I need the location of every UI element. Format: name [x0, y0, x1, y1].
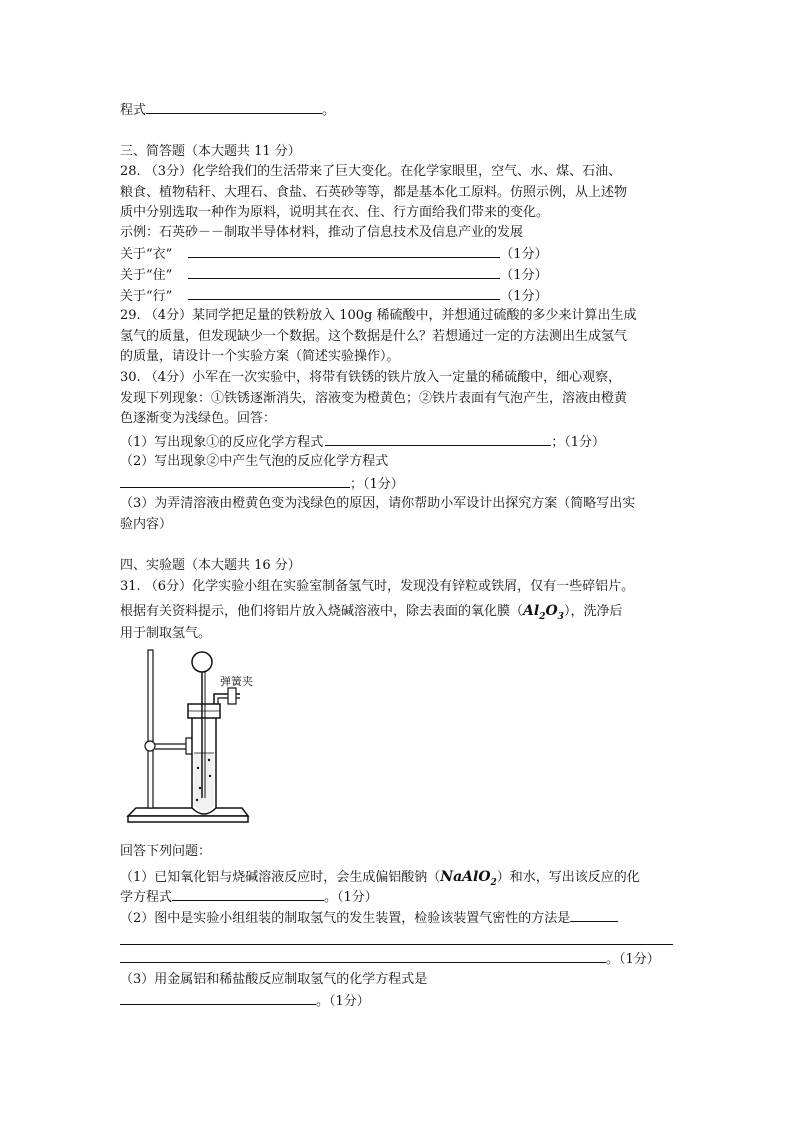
q28-example: 示例：石英砂－－制取半导体材料，推动了信息技术及信息产业的发展 — [120, 225, 524, 240]
q31-answer-intro: 回答下列问题： — [120, 844, 212, 859]
q30-sub1: （1）写出现象①的反应化学方程式 ；（1分） — [120, 432, 605, 452]
q30-sub2-answer: ；（1分） — [120, 474, 404, 494]
hydrogen-apparatus-figure — [126, 648, 250, 830]
q31-line1: 31. （6分）化学实验小组在实验室制备氢气时，发现没有锌粒或铁屑，仅有一些碎铝片。 — [120, 579, 635, 594]
q28-line3: 质中分别选取一种作为原料，说明其在衣、住、行方面给我们带来的变化。 — [120, 205, 550, 220]
answer-blank[interactable] — [120, 949, 606, 963]
formula-naalo2: NaAlO$_2$ — [440, 869, 497, 888]
q29-line2: 氢气的质量，但发现缺少一个数据。这个数据是什么？若想通过一定的方法测出生成氢气 — [120, 329, 628, 344]
answer-blank[interactable] — [120, 474, 350, 488]
answer-blank[interactable] — [120, 991, 316, 1005]
answer-blank[interactable] — [146, 100, 322, 114]
q31-sub1-line2: 学方程式 。（1分） — [120, 887, 378, 907]
q30-line1: 30. （4分）小军在一次实验中，将带有铁锈的铁片放入一定量的稀硫酸中，细心观察， — [120, 370, 622, 385]
q28-line1: 28. （3分）化学给我们的生活带来了巨大变化。在化学家眼里，空气、水、煤、石油、 — [120, 164, 622, 179]
q30-line3: 色逐渐变为浅绿色。回答： — [120, 411, 277, 426]
section3-heading: 三、简答题（本大题共 11 分） — [120, 144, 301, 159]
q30-sub3-line2: 验内容） — [120, 517, 173, 532]
q28-item-travel: 关于“行” （1分） — [120, 286, 548, 306]
q28-line2: 粮食、植物秸秆、大理石、食盐、石英砂等等，都是基本化工原料。仿照示例，从上述物 — [120, 185, 628, 200]
answer-blank[interactable] — [325, 432, 551, 446]
answer-blank[interactable] — [188, 244, 500, 258]
answer-blank[interactable] — [188, 286, 500, 300]
answer-blank[interactable] — [188, 265, 500, 279]
q31-sub2-answer: 。（1分） — [120, 949, 660, 969]
q29-line1: 29. （4分）某同学把足量的铁粉放入 100g 稀硫酸中，并想通过硫酸的多少来计算出生成 — [120, 308, 637, 323]
q28-item-clothing: 关于“衣” （1分） — [120, 244, 548, 264]
spring-clamp-label: 弹簧夹 — [220, 675, 253, 688]
q31-line3: 用于制取氢气。 — [120, 626, 212, 641]
top-line — [120, 100, 335, 120]
q28-item-housing: 关于“住” （1分） — [120, 265, 548, 285]
section4-heading: 四、实验题（本大题共 16 分） — [120, 558, 301, 573]
answer-line[interactable] — [120, 944, 673, 945]
q31-sub3-answer: 。（1分） — [120, 991, 370, 1011]
top-suffix: 。 — [322, 103, 336, 118]
q29-line3: 的质量，请设计一个实验方案（简述实验操作）。 — [120, 349, 400, 364]
q30-sub2: （2）写出现象②中产生气泡的反应化学方程式 — [120, 454, 389, 469]
q30-line2: 发现下列现象：①铁锈逐渐消失，溶液变为橙黄色；②铁片表面有气泡产生，溶液由橙黄 — [120, 391, 628, 406]
q31-sub3: （3）用金属铝和稀盐酸反应制取氢气的化学方程式是 — [120, 972, 428, 987]
q30-sub3-line1: （3）为弄清溶液由橙黄色变为浅绿色的原因，请你帮助小军设计出探究方案（简略写出实 — [120, 496, 636, 511]
answer-blank[interactable] — [570, 908, 618, 922]
formula-al2o3: $Al_2O_3$ — [523, 603, 564, 622]
answer-blank[interactable] — [172, 887, 324, 901]
q31-sub1-line1: （1）已知氧化铝与烧碱溶液反应时，会生成偏铝酸钠（NaAlO$_2$）和水，写出该反应的化 — [120, 869, 640, 888]
q31-line2: 根据有关资料提示，他们将铝片放入烧碱溶液中，除去表面的氧化膜$(Al_2O_3)$，洗净后 — [120, 603, 623, 622]
q31-sub2: （2）图中是实验小组组装的制取氢气的发生装置，检验该装置气密性的方法是 — [120, 908, 618, 928]
top-prefix: 程式 — [120, 103, 147, 118]
